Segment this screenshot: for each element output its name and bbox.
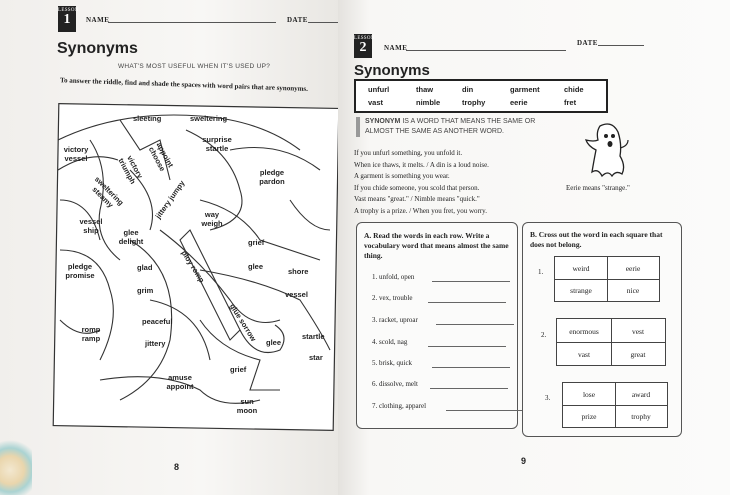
- square-number: 1.: [538, 268, 544, 276]
- definition-line: A trophy is a prize. / When you fret, you worry.: [354, 206, 487, 215]
- lesson-badge: [354, 34, 375, 58]
- page-title: Synonyms: [354, 62, 430, 79]
- section-b-text: Cross out the word in each square that does not belong.: [530, 230, 663, 249]
- section-a-heading: [364, 231, 510, 261]
- definition-line: If you unfurl something, you unfold it.: [354, 149, 463, 157]
- square-word[interactable]: vast: [577, 350, 591, 359]
- puzzle-word: sweltering: [190, 114, 228, 123]
- puzzle-word: grim: [137, 286, 154, 295]
- puzzle-word: peaceful: [142, 317, 173, 326]
- blurred-object: [0, 430, 32, 495]
- answer-line[interactable]: [428, 346, 506, 347]
- vocab-word: eerie: [510, 98, 528, 107]
- puzzle-word: way weigh: [201, 210, 223, 228]
- vocab-word: nimble: [416, 98, 441, 107]
- puzzle-word: glee: [248, 262, 264, 271]
- definition-line: When ice thaws, it melts. / A din is a loud noise.: [354, 160, 489, 169]
- section-b-letter: B.: [530, 230, 537, 239]
- puzzle-word: amuse appoint: [166, 373, 194, 391]
- name-line[interactable]: [406, 50, 566, 51]
- definition-line: If you chide someone, you scold that person.: [354, 183, 480, 192]
- left-page: [0, 0, 338, 495]
- square-number: 2.: [541, 331, 547, 339]
- row-prompt: 7. clothing, apparel: [372, 402, 427, 410]
- page-title: Synonyms: [57, 40, 138, 57]
- vocabulary-box: [354, 79, 608, 113]
- section-b-heading: [530, 230, 676, 250]
- vocab-word: garment: [510, 85, 540, 94]
- definition-line: Vast means "great." / Nimble means "quick.": [354, 195, 480, 203]
- word-square: [562, 382, 668, 428]
- puzzle-word: victory vessel: [63, 145, 89, 163]
- puzzle-word: glee delight: [118, 228, 144, 246]
- square-word[interactable]: lose: [582, 390, 596, 399]
- puzzle-word: ploy romp: [179, 248, 207, 285]
- row-prompt: 3. racket, uproar: [372, 316, 418, 324]
- row-prompt: 6. dissolve, melt: [372, 380, 418, 388]
- definitions: [354, 148, 489, 217]
- vocab-word: vast: [368, 98, 384, 107]
- name-label: NAME: [86, 16, 110, 24]
- eerie-note: Eerie means "strange.": [566, 184, 630, 192]
- square-word[interactable]: prize: [581, 412, 597, 421]
- square-number: 3.: [545, 394, 551, 402]
- square-word[interactable]: great: [630, 350, 646, 359]
- answer-line[interactable]: [436, 324, 514, 325]
- row-prompt: 5. brisk, quick: [372, 359, 413, 367]
- puzzle-word: surprise startle: [202, 135, 232, 153]
- puzzle-word: sweltering steamy: [90, 174, 126, 210]
- answer-line[interactable]: [428, 302, 506, 303]
- square-word[interactable]: trophy: [631, 412, 651, 421]
- puzzle-word: glad: [137, 263, 153, 272]
- vocab-word: din: [462, 85, 474, 94]
- riddle: WHAT'S MOST USEFUL WHEN IT'S USED UP?: [118, 63, 271, 70]
- square-word[interactable]: eerie: [625, 264, 641, 273]
- puzzle-word: victory triumph: [116, 153, 145, 186]
- puzzle-word: grief: [230, 365, 247, 374]
- synonym-term: SYNONYM: [365, 118, 401, 125]
- row-prompt: 1. unfold, open: [372, 273, 415, 281]
- puzzle-word: jittery jumpy: [153, 178, 187, 221]
- date-line[interactable]: [598, 45, 644, 46]
- square-word[interactable]: nice: [626, 286, 640, 295]
- puzzle-word: grief: [248, 238, 265, 247]
- vocab-word: thaw: [416, 85, 434, 94]
- synonym-rest: IS A WORD THAT MEANS THE SAME OR ALMOST THE SAME AS ANOTHER WORD.: [365, 118, 536, 135]
- section-a-text: Read the words in each row. Write a vocabulary word that means almost the same thing.: [364, 231, 509, 260]
- page-number: 9: [521, 456, 527, 466]
- lesson-number: 2: [359, 40, 367, 55]
- square-word[interactable]: weird: [572, 264, 590, 273]
- puzzle-word: shore: [288, 267, 309, 276]
- puzzle-word: appoint choose: [146, 140, 176, 173]
- definition-line: A garment is something you wear.: [354, 172, 450, 180]
- lesson-number: 1: [63, 12, 71, 27]
- puzzle-word: glee: [266, 338, 282, 347]
- puzzle-word: startle: [302, 332, 325, 341]
- puzzle-word: romp ramp: [81, 325, 101, 343]
- square-word[interactable]: award: [631, 390, 651, 399]
- puzzle-word: star: [309, 353, 323, 362]
- row-prompt: 2. vex, trouble: [372, 294, 413, 302]
- lesson-word: LESSON: [58, 8, 79, 13]
- ghost-icon: [582, 120, 632, 182]
- riddle-puzzle-drawing: [0, 0, 338, 460]
- vocab-word: unfurl: [368, 85, 390, 94]
- puzzle-word: sun moon: [236, 397, 258, 415]
- synonym-definition: [356, 117, 565, 137]
- puzzle-word: vessel: [285, 290, 308, 299]
- section-a-letter: A.: [364, 231, 372, 240]
- date-label: DATE: [287, 16, 308, 24]
- puzzle-word: jittery: [145, 339, 166, 348]
- answer-line[interactable]: [432, 367, 510, 368]
- square-word[interactable]: enormous: [569, 327, 599, 336]
- vocab-word: trophy: [462, 98, 486, 107]
- page-number: 8: [174, 462, 180, 472]
- square-word[interactable]: vest: [631, 327, 645, 336]
- row-prompt: 4. scold, nag: [372, 338, 408, 346]
- puzzle-word: glue sorrow: [227, 302, 259, 343]
- lesson-word: LESSON: [354, 36, 375, 41]
- word-square: [556, 318, 666, 366]
- word-square: [554, 256, 660, 302]
- answer-line[interactable]: [432, 281, 510, 282]
- puzzle-word: sleeting: [133, 114, 162, 123]
- puzzle-word: vessel ship: [79, 217, 103, 235]
- vocab-word: fret: [564, 98, 577, 107]
- puzzle-word: pledge pardon: [259, 168, 285, 186]
- date-label: DATE: [577, 39, 598, 47]
- vocab-word: chide: [564, 85, 584, 94]
- square-word[interactable]: strange: [570, 286, 592, 295]
- name-label: NAME: [384, 44, 408, 52]
- answer-line[interactable]: [446, 410, 524, 411]
- puzzle-word: pledge promise: [65, 262, 95, 280]
- answer-line[interactable]: [430, 388, 508, 389]
- instructions: To answer the riddle, find and shade the spaces with word pairs that are synonyms.: [59, 76, 309, 93]
